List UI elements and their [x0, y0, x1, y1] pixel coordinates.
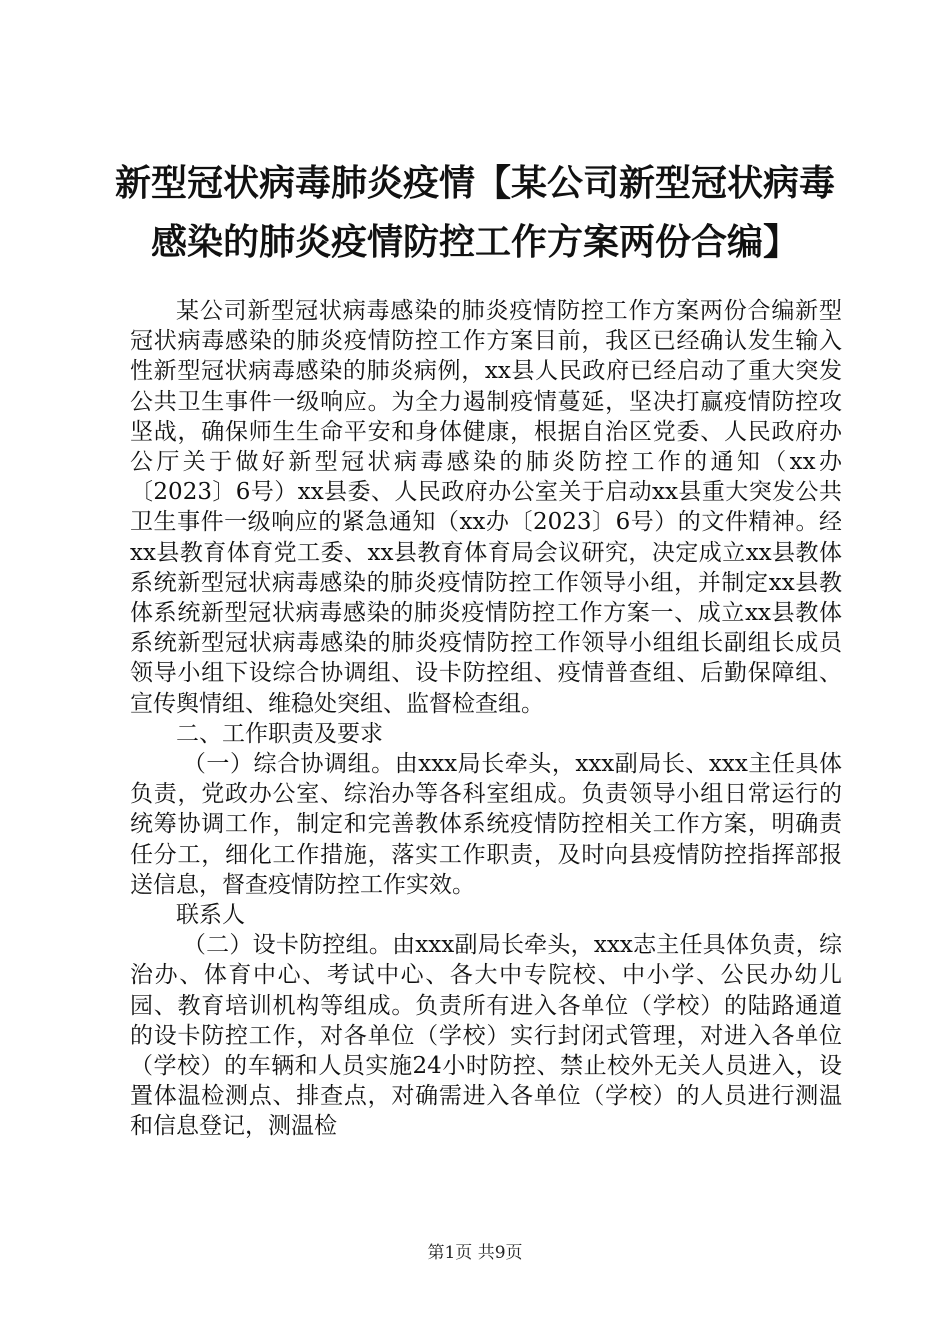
paragraph-section-heading: 二、工作职责及要求	[176, 720, 383, 747]
document-body	[130, 296, 842, 1142]
paragraph-checkpoint-group: （二）设卡防控组。由xxx副局长牵头，xxx志主任具体负责，综治办、体育中心、考试中心、各大中专院校、中小学、公民办幼儿园、教育培训机构等组成。负责所有进入各单位（学校）的陆路通道的设卡防控工作，对各单位（学校）实行封闭式管理，对进入各单位（学校）的车辆和人员实施24小时防控、禁止校外无关人员进入，设置体温检测点、排查点，对确需进入各单位（学校）的人员进行测温和信息登记，测温检	[130, 932, 842, 1140]
document-title-line-2: 感染的肺炎疫情防控工作方案两份合编】	[150, 221, 799, 263]
paragraph-coordination-group: （一）综合协调组。由xxx局长牵头，xxx副局长、xxx主任具体负责，党政办公室、综治办等各科室组成。负责领导小组日常运行的统筹协调工作，制定和完善教体系统疫情防控相关工作方案，明确责任分工，细化工作措施，落实工作职责，及时向县疫情防控指挥部报送信息，督查疫情防控工作实效。	[130, 751, 842, 898]
page-footer: 第1页 共9页	[427, 1243, 523, 1263]
paragraph-intro: 某公司新型冠状病毒感染的肺炎疫情防控工作方案两份合编新型冠状病毒感染的肺炎疫情防控工作方案目前，我区已经确认发生输入性新型冠状病毒感染的肺炎病例，xx县人民政府已经启动了重大突发公共卫生事件一级响应。为全力遏制疫情蔓延，坚决打赢疫情防控攻坚战，确保师生生命平安和身体健康，根据自治区党委、人民政府办公厅关于做好新型冠状病毒感染的肺炎防控工作的通知（xx办〔2023〕6号）xx县委、人民政府办公室关于启动xx县重大突发公共卫生事件一级响应的紧急通知（xx办〔2023〕6号）的文件精神。经xx县教育体育党工委、xx县教育体育局会议研究，决定成立xx县教体系统新型冠状病毒感染的肺炎疫情防控工作领导小组，并制定xx县教体系统新型冠状病毒感染的肺炎疫情防控工作方案一、成立xx县教体系统新型冠状病毒感染的肺炎疫情防控工作领导小组组长副组长成员领导小组下设综合协调组、设卡防控组、疫情普查组、后勤保障组、宣传舆情组、维稳处突组、监督检查组。	[130, 298, 842, 717]
paragraph-contact: 联系人	[176, 902, 245, 929]
document-title-line-1: 新型冠状病毒肺炎疫情【某公司新型冠状病毒	[114, 162, 835, 204]
